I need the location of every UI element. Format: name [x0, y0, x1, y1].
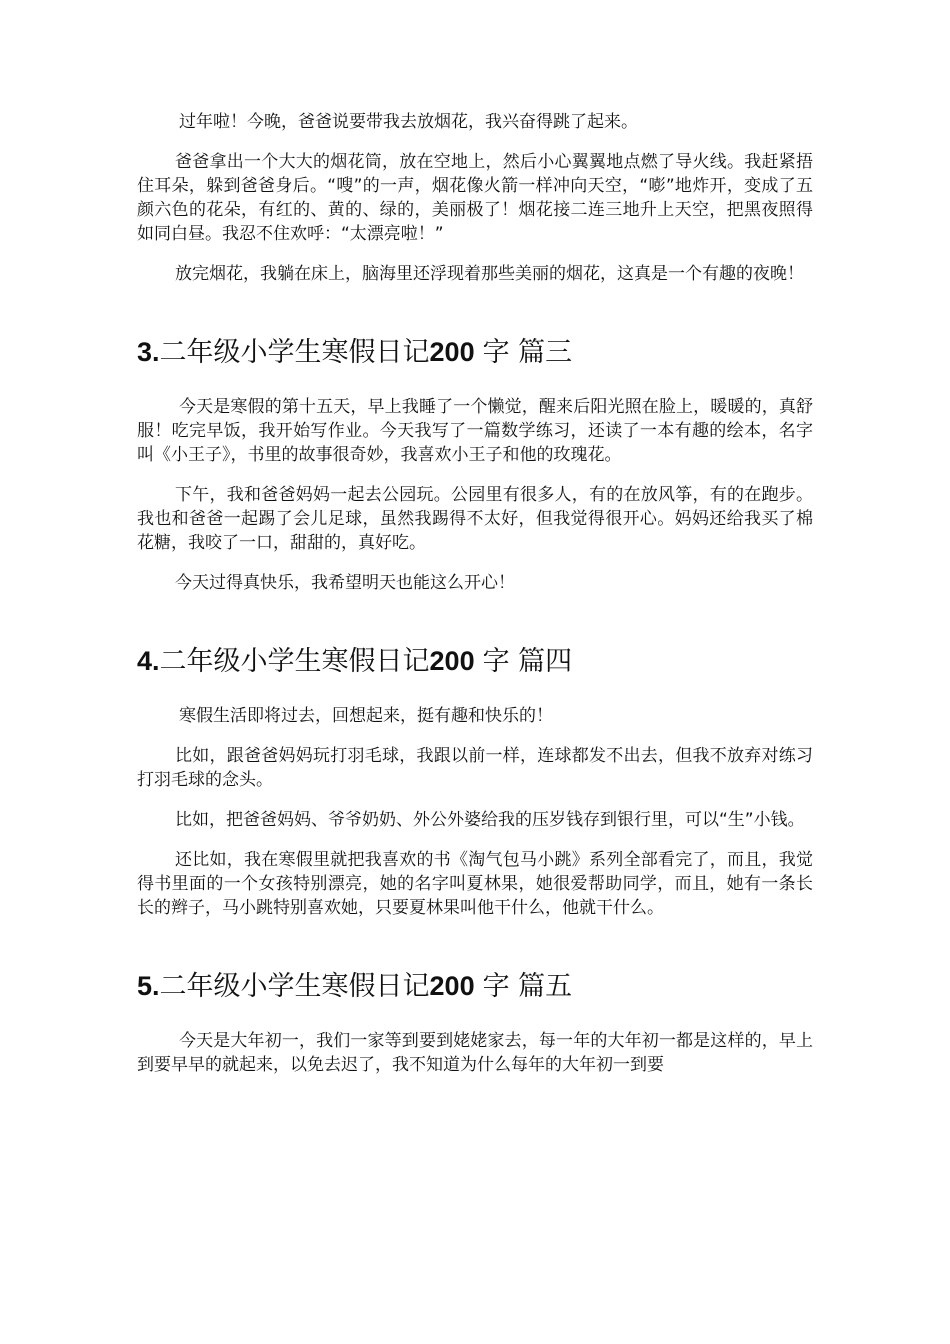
section-4-paragraph-4: 还比如，我在寒假里就把我喜欢的书《淘气包马小跳》系列全部看完了，而且，我觉得书里面的一个女孩特别漂亮，她的名字叫夏林果，她很爱帮助同学，而且，她有一条长长的辫子，马小跳特别喜欢她，只要夏林果叫他干什么，他就干什么。 — [137, 850, 813, 918]
document-content — [137, 110, 813, 1093]
section-5-number: 5. — [137, 971, 160, 1001]
section-5-paragraph-1: 今天是大年初一，我们一家等到要到姥姥家去，每一年的大年初一都是这样的，早上到要早早的就起来，以免去迟了，我不知道为什么每年的大年初一到要 — [137, 1031, 813, 1075]
section-4-paragraph-2: 比如，跟爸爸妈妈玩打羽毛球，我跟以前一样，连球都发不出去，但我不放弃对练习打羽毛球的念头。 — [137, 746, 813, 790]
section-4-heading — [137, 641, 813, 682]
section-5-heading — [137, 966, 813, 1007]
section-3-title-a: 二年级小学生寒假日记 — [159, 337, 430, 368]
section-4-title-b: 字 篇四 — [482, 646, 573, 677]
section-5-title-num: 200 — [429, 971, 475, 1001]
section-5-title-a: 二年级小学生寒假日记 — [159, 971, 430, 1002]
section-4-paragraph-1: 寒假生活即将过去，回想起来，挺有趣和快乐的！ — [179, 706, 553, 726]
section-4-title-num: 200 — [429, 646, 475, 676]
section-3-title-num: 200 — [429, 337, 475, 367]
section-3-paragraph-1: 今天是寒假的第十五天，早上我睡了一个懒觉，醒来后阳光照在脸上，暖暖的，真舒服！吃完早饭，我开始写作业。今天我写了一篇数学练习，还读了一本有趣的绘本，名字叫《小王子》，书里的故事很奇妙，我喜欢小王子和他的玫瑰花。 — [137, 397, 813, 465]
intro-paragraph-1: 过年啦！今晚，爸爸说要带我去放烟花，我兴奋得跳了起来。 — [179, 112, 638, 132]
intro-paragraph-2: 爸爸拿出一个大大的烟花筒，放在空地上，然后小心翼翼地点燃了导火线。我赶紧捂住耳朵，躲到爸爸身后。“嗖”的一声，烟花像火箭一样冲向天空，“嘭”地炸开，变成了五颜六色的花朵，有红的、黄的、绿的，美丽极了！烟花接二连三地升上天空，把黑夜照得如同白昼。我忍不住欢呼：“太漂亮啦！” — [137, 152, 813, 244]
section-4-paragraph-3: 比如，把爸爸妈妈、爷爷奶奶、外公外婆给我的压岁钱存到银行里，可以“生”小钱。 — [175, 810, 805, 830]
section-4-number: 4. — [137, 646, 160, 676]
section-3-paragraph-2: 下午，我和爸爸妈妈一起去公园玩。公园里有很多人，有的在放风筝，有的在跑步。我也和爸爸一起踢了会儿足球，虽然我踢得不太好，但我觉得很开心。妈妈还给我买了棉花糖，我咬了一口，甜甜的，真好吃。 — [137, 485, 813, 553]
section-3-paragraph-3: 今天过得真快乐，我希望明天也能这么开心！ — [175, 573, 515, 593]
section-5-title-b: 字 篇五 — [482, 971, 573, 1002]
section-3-number: 3. — [137, 337, 160, 367]
section-3-title-b: 字 篇三 — [482, 337, 573, 368]
section-4-title-a: 二年级小学生寒假日记 — [159, 646, 430, 677]
intro-paragraph-3: 放完烟花，我躺在床上，脑海里还浮现着那些美丽的烟花，这真是一个有趣的夜晚！ — [175, 264, 804, 284]
section-3-heading — [137, 332, 813, 373]
